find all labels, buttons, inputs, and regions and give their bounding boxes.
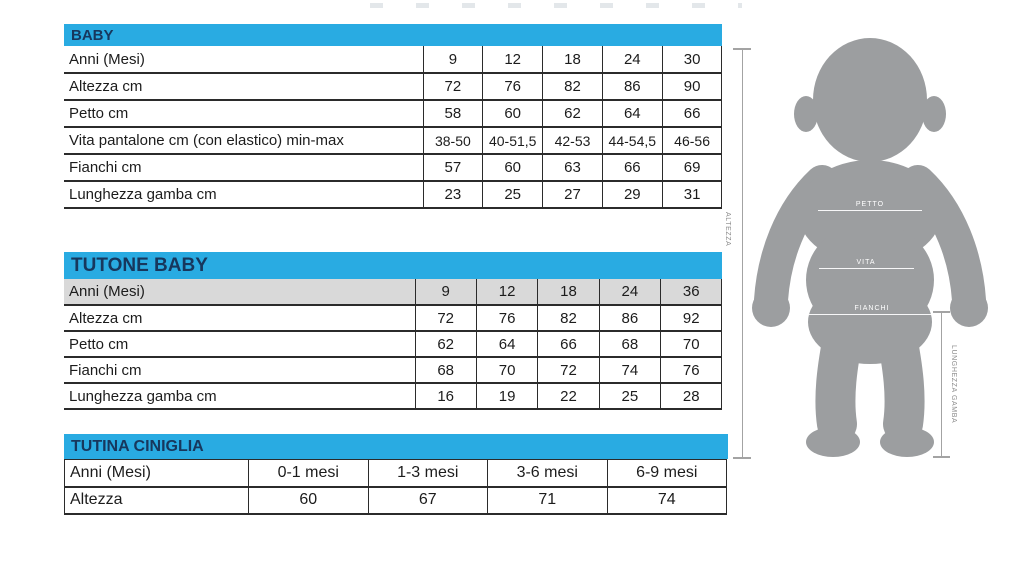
- cell: 76: [476, 305, 537, 331]
- cell: 66: [662, 100, 722, 127]
- row-label: Anni (Mesi): [64, 46, 423, 73]
- cell: 24: [599, 279, 660, 305]
- cell: 29: [602, 181, 662, 208]
- cell: 72: [538, 357, 599, 383]
- cell: 38-50: [423, 127, 483, 154]
- cell: 74: [607, 487, 727, 514]
- cell: 76: [483, 73, 543, 100]
- cell: 62: [415, 331, 476, 357]
- row-label: Vita pantalone cm (con elastico) min-max: [64, 127, 423, 154]
- cell: 90: [662, 73, 722, 100]
- row-label: Altezza cm: [64, 73, 423, 100]
- cell: 40-51,5: [483, 127, 543, 154]
- cell: 86: [599, 305, 660, 331]
- cell: 6-9 mesi: [607, 460, 727, 487]
- cell: 16: [415, 383, 476, 409]
- table-row: [64, 331, 722, 357]
- cell: 30: [662, 46, 722, 73]
- baby-table: [64, 46, 722, 209]
- table-row: [64, 181, 722, 208]
- vita-body-label: VITA: [856, 259, 876, 266]
- lunghezza-gamba-dimension-bottom-cap: [933, 456, 950, 458]
- table-row: [64, 127, 722, 154]
- altezza-dimension-label: ALTEZZA: [724, 212, 731, 247]
- row-label: Altezza cm: [64, 305, 415, 331]
- table-row: [65, 460, 727, 487]
- fianchi-measure-line: [809, 314, 936, 315]
- petto-measure-line: [818, 210, 922, 211]
- petto-body-label: PETTO: [855, 201, 885, 208]
- row-label: Anni (Mesi): [64, 279, 415, 305]
- cell: 64: [602, 100, 662, 127]
- tutone-baby-table-title: TUTONE BABY: [64, 252, 722, 279]
- row-label: Petto cm: [64, 331, 415, 357]
- cell: 70: [661, 331, 722, 357]
- cell: 23: [423, 181, 483, 208]
- table-row: [64, 46, 722, 73]
- table-row: [64, 383, 722, 409]
- cell: 28: [661, 383, 722, 409]
- cell: 58: [423, 100, 483, 127]
- table-row: [64, 154, 722, 181]
- row-label: Fianchi cm: [64, 154, 423, 181]
- row-label: Altezza: [65, 487, 249, 514]
- table-row: [64, 279, 722, 305]
- cell: 70: [476, 357, 537, 383]
- cell: 27: [543, 181, 603, 208]
- table-row: [64, 73, 722, 100]
- cell: 86: [602, 73, 662, 100]
- fianchi-body-label: FIANCHI: [854, 305, 890, 312]
- baby-table-title: BABY: [64, 24, 722, 46]
- cell: 92: [661, 305, 722, 331]
- cell: 68: [415, 357, 476, 383]
- clipped-text-remnant: [370, 3, 742, 8]
- cell: 74: [599, 357, 660, 383]
- row-label: Lunghezza gamba cm: [64, 181, 423, 208]
- table-row: [64, 357, 722, 383]
- cell: 9: [423, 46, 483, 73]
- table-row: [64, 305, 722, 331]
- cell: 66: [602, 154, 662, 181]
- cell: 71: [488, 487, 608, 514]
- table-row: [64, 100, 722, 127]
- altezza-dimension-bottom-cap: [733, 457, 751, 459]
- cell: 82: [543, 73, 603, 100]
- cell: 22: [538, 383, 599, 409]
- cell: 57: [423, 154, 483, 181]
- cell: 82: [538, 305, 599, 331]
- cell: 44-54,5: [602, 127, 662, 154]
- cell: 60: [483, 100, 543, 127]
- lunghezza-gamba-dimension-label: LUNGHEZZA GAMBA: [950, 345, 957, 424]
- cell: 12: [483, 46, 543, 73]
- tutina-ciniglia-table: [64, 459, 727, 515]
- cell: 72: [423, 73, 483, 100]
- row-label: Anni (Mesi): [65, 460, 249, 487]
- cell: 18: [543, 46, 603, 73]
- cell: 25: [599, 383, 660, 409]
- cell: 60: [483, 154, 543, 181]
- cell: 46-56: [662, 127, 722, 154]
- altezza-dimension-line: [742, 49, 743, 457]
- cell: 9: [415, 279, 476, 305]
- lunghezza-gamba-dimension-line: [941, 312, 942, 456]
- cell: 67: [368, 487, 488, 514]
- cell: 42-53: [543, 127, 603, 154]
- cell: 63: [543, 154, 603, 181]
- table-row: [65, 487, 727, 514]
- cell: 3-6 mesi: [488, 460, 608, 487]
- cell: 31: [662, 181, 722, 208]
- cell: 36: [661, 279, 722, 305]
- cell: 25: [483, 181, 543, 208]
- cell: 18: [538, 279, 599, 305]
- cell: 72: [415, 305, 476, 331]
- cell: 1-3 mesi: [368, 460, 488, 487]
- tutone-baby-size-table: [64, 252, 722, 410]
- row-label: Fianchi cm: [64, 357, 415, 383]
- cell: 76: [661, 357, 722, 383]
- tutone-baby-table: [64, 279, 722, 410]
- tutina-ciniglia-size-table: [64, 434, 728, 515]
- cell: 60: [249, 487, 369, 514]
- cell: 64: [476, 331, 537, 357]
- cell: 62: [543, 100, 603, 127]
- row-label: Lunghezza gamba cm: [64, 383, 415, 409]
- cell: 12: [476, 279, 537, 305]
- cell: 69: [662, 154, 722, 181]
- cell: 66: [538, 331, 599, 357]
- row-label: Petto cm: [64, 100, 423, 127]
- tutina-ciniglia-table-title: TUTINA CINIGLIA: [64, 434, 728, 459]
- cell: 24: [602, 46, 662, 73]
- cell: 19: [476, 383, 537, 409]
- vita-measure-line: [819, 268, 914, 269]
- baby-size-table: [64, 24, 722, 209]
- cell: 0-1 mesi: [249, 460, 369, 487]
- cell: 68: [599, 331, 660, 357]
